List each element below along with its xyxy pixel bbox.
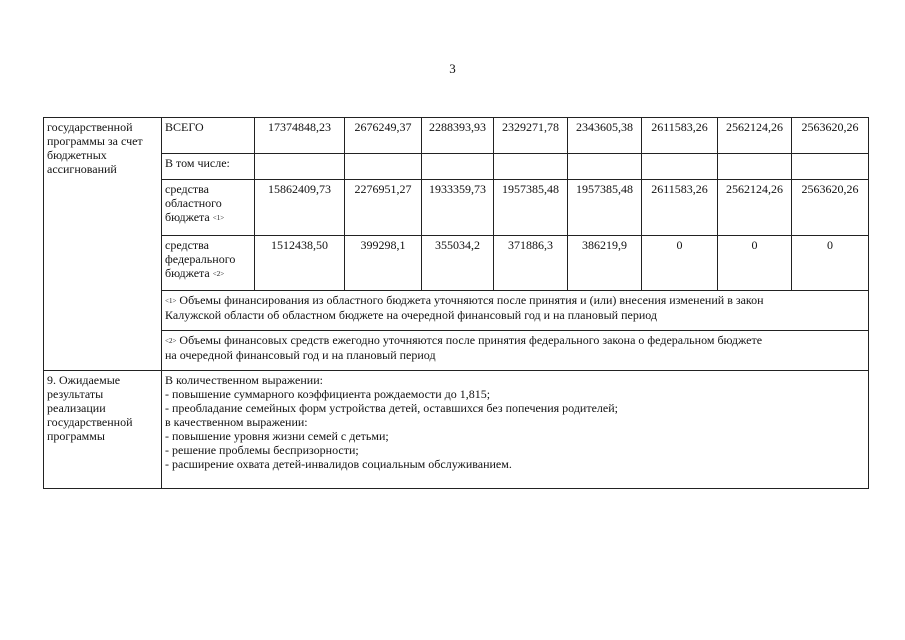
table-cell: 0 xyxy=(642,236,718,291)
table-cell xyxy=(422,154,494,180)
table-cell: 17374848,23 xyxy=(255,118,345,154)
table-cell xyxy=(255,154,345,180)
table-row-regional xyxy=(44,180,869,236)
row-label-total: ВСЕГО xyxy=(162,118,255,154)
table-row-note-2 xyxy=(44,331,869,371)
list-item: в качественном выражении: xyxy=(165,415,308,429)
table-cell xyxy=(642,154,718,180)
footnote-ref: <1> xyxy=(212,214,225,222)
footnote-ref: <2> xyxy=(212,270,225,278)
row-label-federal: средства федерального бюджета <2> xyxy=(162,236,255,291)
list-item: - повышение суммарного коэффициента рождаемости до 1,815; xyxy=(165,387,491,401)
footnote-ref: <2> xyxy=(165,337,177,345)
table-row-expected-results xyxy=(44,371,869,489)
table-cell: 2288393,93 xyxy=(422,118,494,154)
table-cell: 2611583,26 xyxy=(642,118,718,154)
footnote-1: <1> Объемы финансирования из областного бюджета уточняются после принятия и (или) внесения изменений в закон Калужской области об областном бюджете на очередной финансовый год и на плановый период xyxy=(162,291,869,331)
table-cell: 2676249,37 xyxy=(345,118,422,154)
table-cell: 1957385,48 xyxy=(568,180,642,236)
table-cell: 355034,2 xyxy=(422,236,494,291)
table-cell: 0 xyxy=(718,236,792,291)
table-cell: 2343605,38 xyxy=(568,118,642,154)
table-cell: 1957385,48 xyxy=(494,180,568,236)
table-cell: 399298,1 xyxy=(345,236,422,291)
row-label-including: В том числе: xyxy=(162,154,255,180)
table-cell: 2562124,26 xyxy=(718,118,792,154)
table-cell: 2562124,26 xyxy=(718,180,792,236)
table-cell: 1933359,73 xyxy=(422,180,494,236)
page-number: 3 xyxy=(449,61,456,76)
table-row-note-1 xyxy=(44,291,869,331)
table-cell: 386219,9 xyxy=(568,236,642,291)
row-label-regional: средства областного бюджета <1> xyxy=(162,180,255,236)
expected-results-label: 9. Ожидаемые результаты реализации государственной программы xyxy=(44,371,162,489)
table-row-including xyxy=(44,154,869,180)
list-item: - повышение уровня жизни семей с детьми; xyxy=(165,429,389,443)
footnote-ref: <1> xyxy=(165,297,177,305)
table-cell: 371886,3 xyxy=(494,236,568,291)
table-cell: 2563620,26 xyxy=(792,118,869,154)
table-cell xyxy=(345,154,422,180)
expected-results-content xyxy=(162,371,869,489)
footnote-2: <2> Объемы финансовых средств ежегодно уточняются после принятия федерального закона о федеральном бюджете на очередной финансовый год и на плановый период xyxy=(162,331,869,371)
funding-section-label: государственной программы за счет бюджетных ассигнований xyxy=(44,118,162,371)
table-cell: 15862409,73 xyxy=(255,180,345,236)
table-cell: 1512438,50 xyxy=(255,236,345,291)
table-cell xyxy=(792,154,869,180)
list-item: - расширение охвата детей-инвалидов социальным обслуживанием. xyxy=(165,457,512,471)
table-cell xyxy=(568,154,642,180)
table-cell xyxy=(494,154,568,180)
table-cell xyxy=(718,154,792,180)
table-cell: 2563620,26 xyxy=(792,180,869,236)
program-passport-table xyxy=(43,117,869,489)
list-item: - решение проблемы беспризорности; xyxy=(165,443,359,457)
table-cell: 2611583,26 xyxy=(642,180,718,236)
table-cell: 2276951,27 xyxy=(345,180,422,236)
list-item: - преобладание семейных форм устройства детей, оставшихся без попечения родителей; xyxy=(165,401,618,415)
table-cell: 0 xyxy=(792,236,869,291)
list-item: В количественном выражении: xyxy=(165,373,323,387)
table-row-total xyxy=(44,118,869,154)
table-cell: 2329271,78 xyxy=(494,118,568,154)
table-row-federal xyxy=(44,236,869,291)
